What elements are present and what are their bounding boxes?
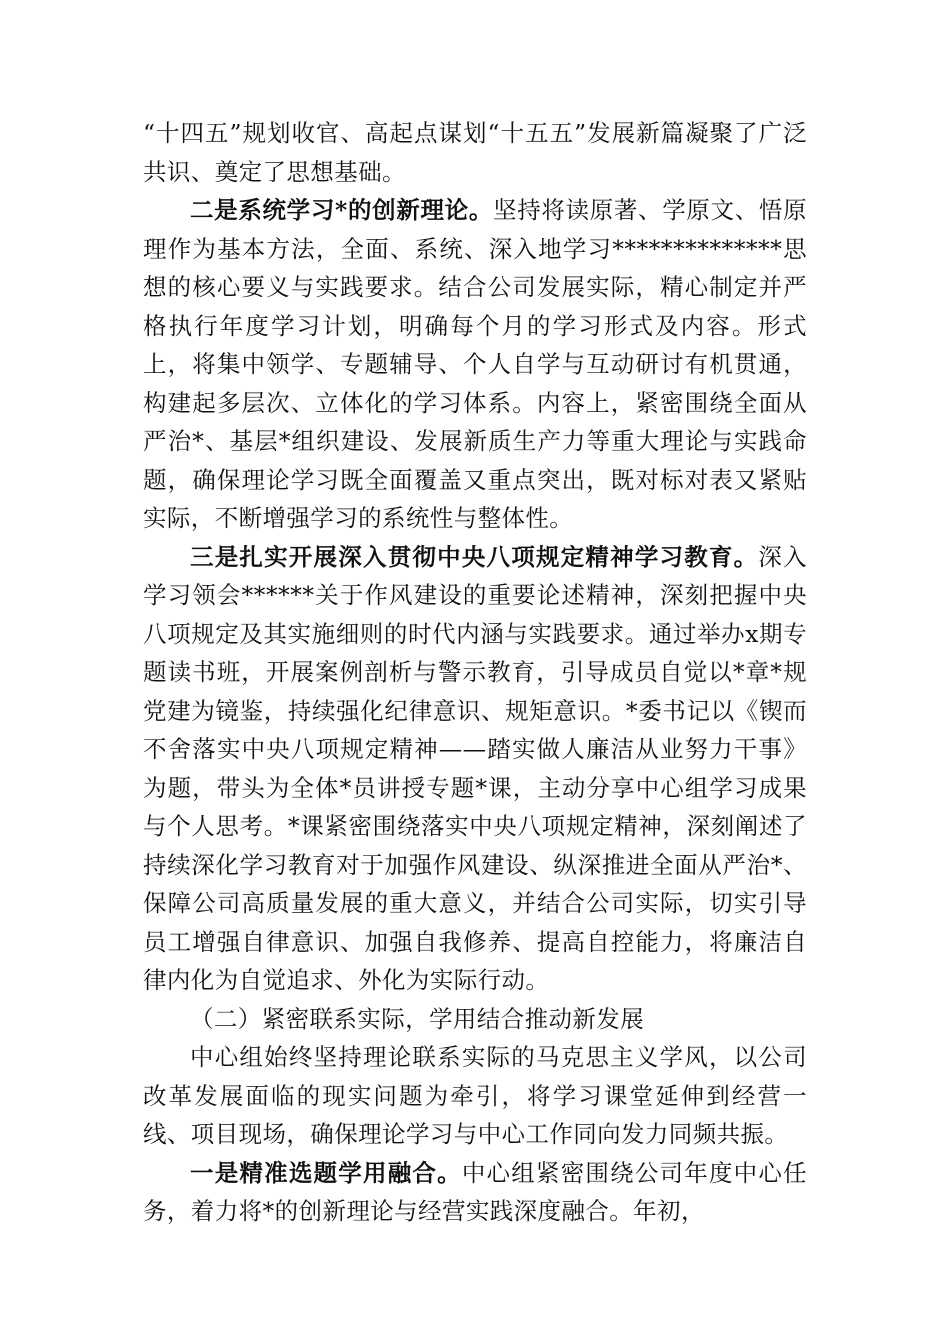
paragraph-lead: 二是系统学习*的创新理论。	[190, 196, 494, 224]
paragraph-system-study	[143, 191, 807, 538]
paragraph-text: 深入学习领会******关于作风建设的重要论述精神，深刻把握中央八项规定及其实施细则的时代内涵与实践要求。通过举办x期专题读书班，开展案例剖析与警示教育，引导成员自觉以*章*规党建为镜鉴，持续强化纪律意识、规矩意识。*委书记以《锲而不舍落实中央八项规定精神——踏实做人廉洁从业努力干事》为题，带头为全体*员讲授专题*课，主动分享中心组学习成果与个人思考。*课紧密围绕落实中央八项规定精神，深刻阐述了持续深化学习教育对于加强作风建设、纵深推进全面从严治*、保障公司高质量发展的重大意义，并结合公司实际，切实引导员工增强自律意识、加强自我修养、提高自控能力，将廉洁自律内化为自觉追求、外化为实际行动。	[143, 542, 807, 994]
paragraph-practice	[143, 1038, 807, 1154]
paragraph-text: “十四五”规划收官、高起点谋划“十五五”发展新篇凝聚了广泛共识、奠定了思想基础。	[143, 119, 807, 186]
paragraph-eight-rules	[143, 538, 807, 1000]
paragraph-lead: 三是扎实开展深入贯彻中央八项规定精神学习教育。	[190, 542, 759, 571]
paragraph-lead: 一是精准选题学用融合。	[190, 1158, 462, 1187]
section-heading: （二）紧密联系实际，学用结合推动新发展	[190, 1004, 645, 1033]
document-page	[143, 114, 807, 1231]
paragraph-continuation	[143, 114, 807, 191]
paragraph-text: 中心组紧密围绕公司年度中心任务，着力将*的创新理论与经营实践深度融合。年初，	[143, 1158, 807, 1225]
paragraph-text: 中心组始终坚持理论联系实际的马克思主义学风，以公司改革发展面临的现实问题为牵引，将学习课堂延伸到经营一线、项目现场，确保理论学习与中心工作同向发力同频共振。	[143, 1043, 807, 1148]
paragraph-topic-selection	[143, 1154, 807, 1231]
paragraph-text: 坚持将读原著、学原文、悟原理作为基本方法，全面、系统、深入地学习**************思想的核心要义与实践要求。结合公司发展实际，精心制定并严格执行年度学习计划，明确每个月的学习形式及内容。形式上，将集中领学、专题辅导、个人自学与互动研讨有机贯通，构建起多层次、立体化的学习体系。内容上，紧密围绕全面从严治*、基层*组织建设、发展新质生产力等重大理论与实践命题，确保理论学习既全面覆盖又重点突出，既对标对表又紧贴实际，不断增强学习的系统性与整体性。	[143, 196, 807, 532]
